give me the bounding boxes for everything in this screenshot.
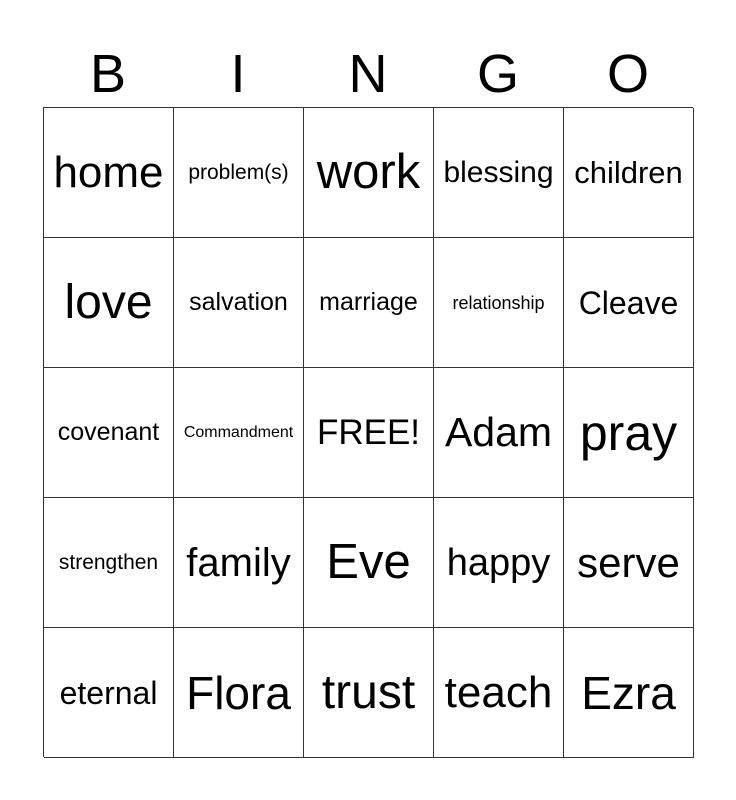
bingo-cell: serve (564, 498, 694, 628)
bingo-cell: Cleave (564, 238, 694, 368)
bingo-cell: work (304, 108, 434, 238)
bingo-cell: Eve (304, 498, 434, 628)
bingo-cell free-space: FREE! (304, 368, 434, 498)
bingo-cell: Commandment (174, 368, 304, 498)
bingo-cell: covenant (44, 368, 174, 498)
bingo-cell: eternal (44, 628, 174, 758)
header-letter-n: N (348, 44, 388, 104)
header-letter-i: I (230, 44, 246, 104)
bingo-cell: Adam (434, 368, 564, 498)
bingo-board (43, 107, 693, 757)
header-letter-o: O (606, 44, 649, 104)
bingo-cell: salvation (174, 238, 304, 368)
bingo-cell: happy (434, 498, 564, 628)
bingo-cell: Ezra (564, 628, 694, 758)
bingo-header (43, 40, 693, 108)
bingo-cell: home (44, 108, 174, 238)
bingo-cell: strengthen (44, 498, 174, 628)
bingo-cell: Flora (174, 628, 304, 758)
bingo-cell: family (174, 498, 304, 628)
bingo-cell: pray (564, 368, 694, 498)
bingo-cell: blessing (434, 108, 564, 238)
header-letter-g: G (476, 44, 519, 104)
bingo-cell: marriage (304, 238, 434, 368)
bingo-cell: love (44, 238, 174, 368)
bingo-cell: children (564, 108, 694, 238)
bingo-cell: trust (304, 628, 434, 758)
bingo-cell: teach (434, 628, 564, 758)
bingo-cell: problem(s) (174, 108, 304, 238)
header-letter-b: B (89, 44, 127, 104)
bingo-cell: relationship (434, 238, 564, 368)
